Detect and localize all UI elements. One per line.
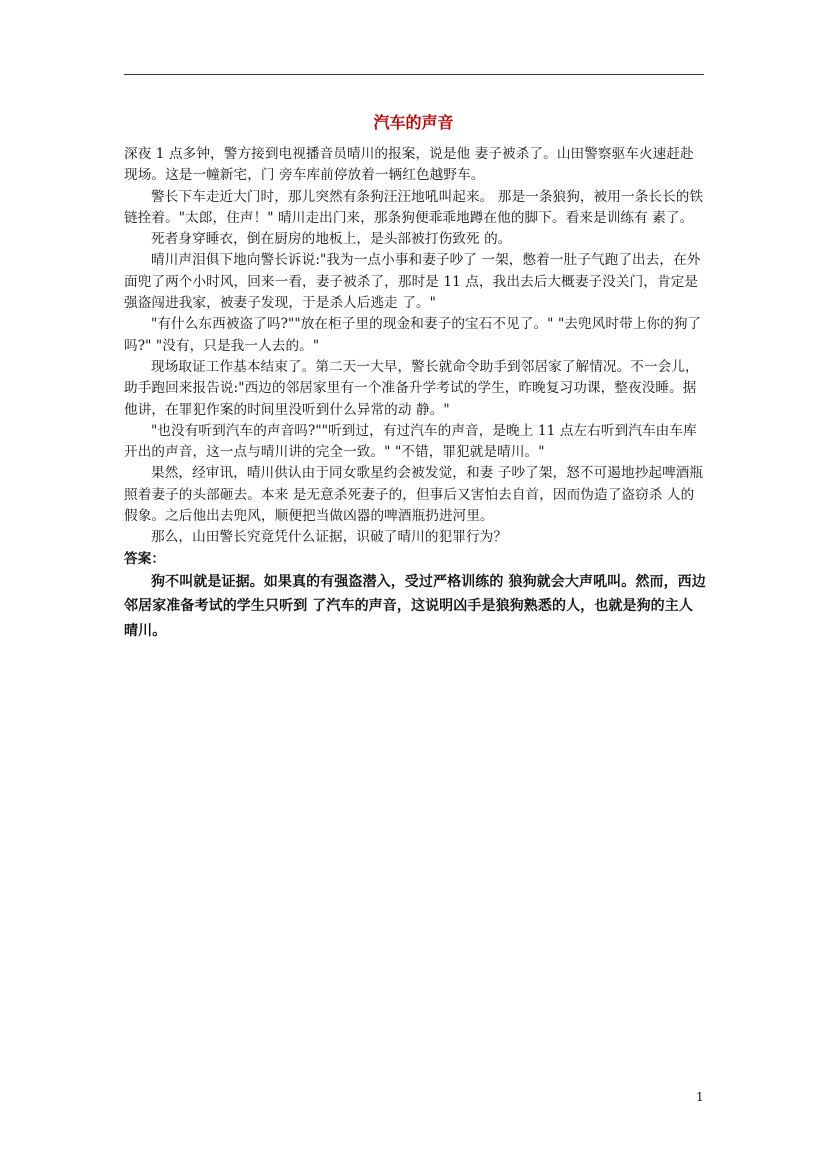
paragraph-4: 晴川声泪俱下地向警长诉说:"我为一点小事和妻子吵了 一架，憋着一肚子气跑了出去，在外面兜了两个小时风，回来一看，妻子被杀了，那时是 11 点，我出去后大概妻子没关门，肯定是强盗闯进我家，被妻子发现，于是杀人后逃走 了。" [124, 252, 701, 312]
paragraph-8: 果然，经审讯，晴川供认由于同女歌星约会被发觉，和妻 子吵了架，怒不可遏地抄起啤酒瓶照着妻子的头部砸去。本来 是无意杀死妻子的，但事后又害怕去自首，因而伪造了盗窃杀 人的假象。之后他出去兜风，顺便把当做凶器的啤酒瓶扔进河里。 [124, 465, 704, 525]
page-number: 1 [696, 1090, 704, 1104]
paragraph-7: "也没有听到汽车的声音吗?""听到过，有过汽车的声音，是晚上 11 点左右听到汽车由车库开出的声音，这一点与晴川讲的完全一致。" "不错，罪犯就是晴川。" [124, 422, 697, 461]
answer-label: 答案： [124, 550, 166, 567]
paragraph-2: 警长下车走近大门时，那儿突然有条狗汪汪地吼叫起来。 那是一条狼狗，被用一条长长的铁链拴着。"太郎，住声！" 晴川走出门来，那条狗便乖乖地蹲在他的脚下。看来是训练有 素了。 [124, 188, 704, 226]
header-rule [124, 74, 704, 75]
paragraph-3: 死者身穿睡衣，倒在厨房的地板上，是头部被打伤致死 的。 [151, 231, 512, 248]
paragraph-5: "有什么东西被盗了吗?""放在柜子里的现金和妻子的宝石不见了。" "去兜风时带上你的狗了吗?" "没有，只是我一人去的。" [124, 316, 702, 354]
answer-text: 狗不叫就是证据。如果真的有强盗潜入，受过严格训练的 狼狗就会大声吼叫。然而，西边邻居家准备考试的学生只听到 了汽车的声音，这说明凶手是狼狗熟悉的人，也就是狗的主人 晴川。 [124, 573, 706, 639]
page-title: 汽车的声音 [373, 113, 454, 132]
paragraph-1: 深夜 1 点多钟，警方接到电视播音员晴川的报案，说是他 妻子被杀了。山田警察驱车火速赶赴现场。这是一幢新宅，门 旁车库前停放着一辆红色越野车。 [124, 146, 694, 184]
paragraph-6: 现场取证工作基本结束了。第二天一大早，警长就命令助手到邻居家了解情况。不一会儿，助手跑回来报告说:"西边的邻居家里有一个准备升学考试的学生，昨晚复习功课，整夜没睡。据他讲，在罪犯作案的时间里没听到什么异常的动 静。" [124, 358, 699, 418]
document-body [124, 144, 706, 643]
paragraph-9: 那么，山田警长究竟凭什么证据，识破了晴川的犯罪行为？ [151, 529, 508, 546]
